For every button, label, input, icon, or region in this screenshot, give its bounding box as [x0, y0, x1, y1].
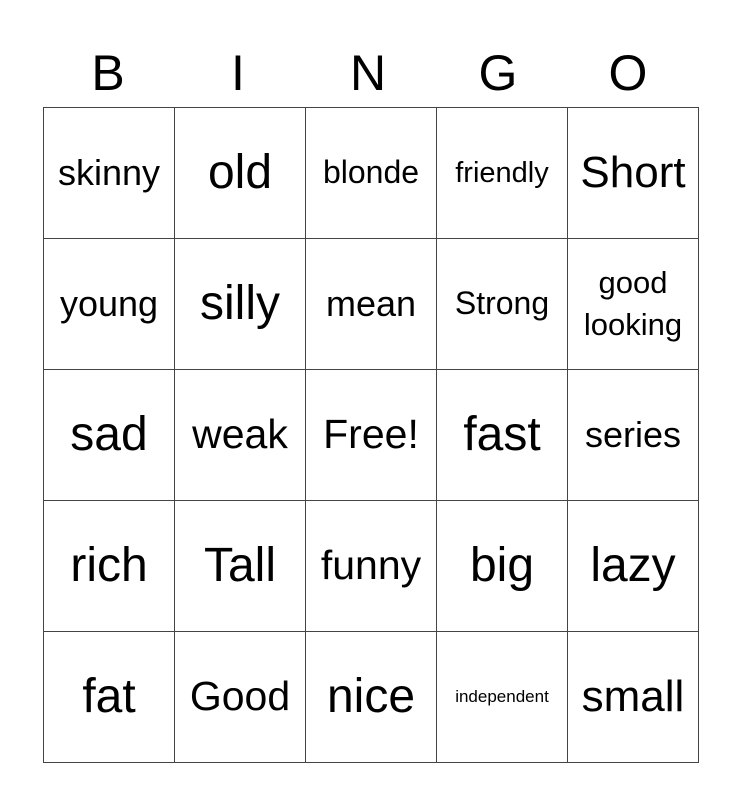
cell-label: skinny	[57, 152, 161, 194]
bingo-cell	[44, 370, 175, 501]
cell-label: sad	[70, 407, 148, 461]
cell-label: friendly	[455, 156, 549, 189]
cell-label: good looking	[583, 265, 683, 342]
bingo-cell	[437, 370, 568, 501]
cell-label: Free!	[323, 411, 419, 458]
cell-label: Good	[189, 673, 291, 720]
bingo-cell	[437, 239, 568, 370]
header-letter-b: B	[91, 45, 125, 101]
bingo-cell	[44, 108, 175, 239]
bingo-cell	[568, 501, 699, 632]
bingo-cell	[437, 108, 568, 239]
bingo-cell	[568, 108, 699, 239]
cell-label: series	[584, 414, 682, 456]
cell-label: fat	[82, 669, 136, 723]
cell-label: old	[207, 145, 273, 199]
cell-label: mean	[325, 283, 417, 325]
bingo-cell	[175, 108, 306, 239]
bingo-cell	[306, 370, 437, 501]
cell-label: blonde	[322, 154, 420, 191]
cell-label: weak	[192, 411, 288, 458]
bingo-cell	[175, 370, 306, 501]
cell-label: big	[469, 538, 535, 592]
bingo-cell	[437, 501, 568, 632]
bingo-cell	[175, 239, 306, 370]
header-letter-g: G	[478, 45, 518, 101]
bingo-cell	[175, 632, 306, 763]
cell-label: funny	[320, 542, 422, 589]
bingo-cell	[306, 239, 437, 370]
cell-label: Strong	[454, 285, 550, 322]
grid-row	[44, 501, 699, 632]
cell-label: lazy	[590, 538, 676, 592]
bingo-cell	[568, 632, 699, 763]
cell-label: small	[581, 671, 685, 721]
cell-label: independent	[455, 687, 549, 707]
bingo-cell	[568, 370, 699, 501]
bingo-cell	[306, 632, 437, 763]
bingo-grid	[43, 107, 699, 763]
grid-row	[44, 108, 699, 239]
cell-label: Tall	[203, 538, 277, 592]
grid-row	[44, 632, 699, 763]
header-letter-i: I	[231, 45, 245, 101]
header-letter-n: N	[349, 45, 387, 101]
bingo-cell	[306, 501, 437, 632]
bingo-header	[43, 40, 693, 106]
header-letter-o: O	[608, 45, 648, 101]
cell-label: silly	[200, 276, 280, 330]
bingo-cell	[44, 239, 175, 370]
cell-label: Short	[580, 147, 686, 197]
cell-label: rich	[70, 538, 148, 592]
bingo-cell	[437, 632, 568, 763]
bingo-cell	[44, 632, 175, 763]
bingo-cell	[306, 108, 437, 239]
cell-label: fast	[463, 407, 541, 461]
bingo-cell	[175, 501, 306, 632]
bingo-cell	[44, 501, 175, 632]
grid-row	[44, 239, 699, 370]
bingo-cell	[568, 239, 699, 370]
cell-label: nice	[326, 669, 416, 723]
grid-row	[44, 370, 699, 501]
cell-label: young	[59, 283, 159, 325]
